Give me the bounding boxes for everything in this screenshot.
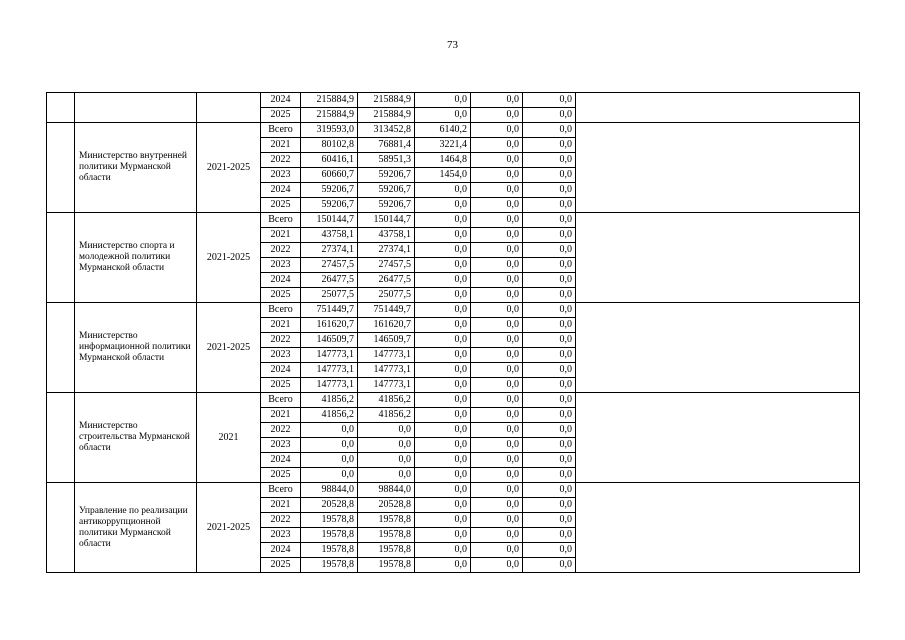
amount-cell: 0,0 [415, 243, 471, 258]
year-cell: 2023 [261, 438, 301, 453]
amount-cell: 0,0 [471, 468, 523, 483]
amount-cell: 19578,8 [358, 513, 415, 528]
amount-cell: 0,0 [415, 423, 471, 438]
amount-cell: 0,0 [415, 183, 471, 198]
organization-cell: Министерство строительства Мурманской области [75, 393, 197, 483]
amount-cell: 0,0 [471, 333, 523, 348]
amount-cell: 0,0 [471, 183, 523, 198]
amount-cell: 0,0 [523, 393, 576, 408]
amount-cell: 0,0 [523, 378, 576, 393]
index-cell [47, 393, 75, 483]
amount-cell: 41856,2 [358, 393, 415, 408]
amount-cell: 0,0 [471, 408, 523, 423]
total-cell: 215884,9 [301, 108, 358, 123]
amount-cell: 0,0 [415, 228, 471, 243]
amount-cell: 0,0 [415, 528, 471, 543]
amount-cell: 0,0 [471, 93, 523, 108]
total-cell: 0,0 [301, 438, 358, 453]
year-cell: 2022 [261, 243, 301, 258]
amount-cell: 0,0 [415, 453, 471, 468]
amount-cell: 0,0 [471, 378, 523, 393]
total-cell: 0,0 [301, 453, 358, 468]
amount-cell: 76881,4 [358, 138, 415, 153]
year-cell: 2023 [261, 528, 301, 543]
year-cell: 2023 [261, 258, 301, 273]
amount-cell: 215884,9 [358, 108, 415, 123]
index-cell [47, 303, 75, 393]
amount-cell: 0,0 [523, 558, 576, 573]
year-cell: 2024 [261, 93, 301, 108]
amount-cell: 0,0 [415, 318, 471, 333]
amount-cell: 0,0 [471, 108, 523, 123]
period-cell: 2021-2025 [197, 483, 261, 573]
total-cell: 319593,0 [301, 123, 358, 138]
amount-cell: 0,0 [471, 318, 523, 333]
amount-cell: 98844,0 [358, 483, 415, 498]
amount-cell: 0,0 [415, 378, 471, 393]
total-cell: 27374,1 [301, 243, 358, 258]
year-cell: 2021 [261, 138, 301, 153]
amount-cell: 0,0 [358, 438, 415, 453]
amount-cell: 0,0 [523, 168, 576, 183]
amount-cell: 0,0 [471, 363, 523, 378]
notes-cell [576, 483, 860, 573]
amount-cell: 0,0 [471, 153, 523, 168]
amount-cell: 0,0 [415, 93, 471, 108]
amount-cell: 313452,8 [358, 123, 415, 138]
year-cell: 2025 [261, 558, 301, 573]
amount-cell: 0,0 [415, 483, 471, 498]
table-row [47, 123, 860, 138]
year-cell: 2025 [261, 468, 301, 483]
amount-cell: 215884,9 [358, 93, 415, 108]
index-cell [47, 483, 75, 573]
index-cell [47, 123, 75, 213]
amount-cell: 0,0 [471, 483, 523, 498]
period-cell: 2021-2025 [197, 303, 261, 393]
year-cell: 2025 [261, 198, 301, 213]
amount-cell: 1464,8 [415, 153, 471, 168]
amount-cell: 19578,8 [358, 528, 415, 543]
amount-cell: 58951,3 [358, 153, 415, 168]
amount-cell: 0,0 [523, 213, 576, 228]
total-cell: 0,0 [301, 468, 358, 483]
amount-cell: 0,0 [471, 558, 523, 573]
year-cell: 2021 [261, 408, 301, 423]
year-cell: 2021 [261, 318, 301, 333]
total-cell: 19578,8 [301, 513, 358, 528]
amount-cell: 0,0 [471, 288, 523, 303]
year-cell: 2023 [261, 348, 301, 363]
organization-cell [75, 93, 197, 123]
year-cell: 2022 [261, 513, 301, 528]
amount-cell: 0,0 [523, 483, 576, 498]
amount-cell: 0,0 [471, 198, 523, 213]
total-cell: 215884,9 [301, 93, 358, 108]
year-cell: Всего [261, 303, 301, 318]
organization-cell: Министерство спорта и молодежной политики Мурманской области [75, 213, 197, 303]
amount-cell: 0,0 [523, 228, 576, 243]
total-cell: 43758,1 [301, 228, 358, 243]
amount-cell: 0,0 [523, 93, 576, 108]
amount-cell: 20528,8 [358, 498, 415, 513]
amount-cell: 0,0 [523, 138, 576, 153]
amount-cell: 0,0 [471, 438, 523, 453]
year-cell: 2025 [261, 378, 301, 393]
amount-cell: 147773,1 [358, 348, 415, 363]
amount-cell: 0,0 [471, 228, 523, 243]
amount-cell: 0,0 [471, 513, 523, 528]
total-cell: 59206,7 [301, 198, 358, 213]
year-cell: 2021 [261, 228, 301, 243]
amount-cell: 146509,7 [358, 333, 415, 348]
year-cell: Всего [261, 213, 301, 228]
total-cell: 41856,2 [301, 393, 358, 408]
total-cell: 25077,5 [301, 288, 358, 303]
amount-cell: 0,0 [523, 318, 576, 333]
amount-cell: 0,0 [471, 258, 523, 273]
year-cell: Всего [261, 483, 301, 498]
amount-cell: 0,0 [523, 438, 576, 453]
amount-cell: 0,0 [523, 153, 576, 168]
amount-cell: 0,0 [471, 528, 523, 543]
amount-cell: 0,0 [358, 423, 415, 438]
amount-cell: 0,0 [471, 243, 523, 258]
page-number: 73 [447, 39, 458, 51]
total-cell: 27457,5 [301, 258, 358, 273]
amount-cell: 25077,5 [358, 288, 415, 303]
total-cell: 80102,8 [301, 138, 358, 153]
amount-cell: 27374,1 [358, 243, 415, 258]
amount-cell: 150144,7 [358, 213, 415, 228]
period-cell [197, 93, 261, 123]
total-cell: 98844,0 [301, 483, 358, 498]
total-cell: 41856,2 [301, 408, 358, 423]
amount-cell: 0,0 [523, 123, 576, 138]
period-cell: 2021-2025 [197, 123, 261, 213]
year-cell: 2021 [261, 498, 301, 513]
total-cell: 59206,7 [301, 183, 358, 198]
amount-cell: 41856,2 [358, 408, 415, 423]
year-cell: 2024 [261, 543, 301, 558]
amount-cell: 0,0 [523, 273, 576, 288]
year-cell: 2023 [261, 168, 301, 183]
amount-cell: 0,0 [471, 423, 523, 438]
amount-cell: 0,0 [415, 513, 471, 528]
total-cell: 751449,7 [301, 303, 358, 318]
year-cell: 2024 [261, 183, 301, 198]
amount-cell: 0,0 [415, 498, 471, 513]
year-cell: 2025 [261, 288, 301, 303]
amount-cell: 0,0 [523, 543, 576, 558]
organization-cell: Управление по реализации антикоррупционной политики Мурманской области [75, 483, 197, 573]
amount-cell: 0,0 [471, 498, 523, 513]
amount-cell: 6140,2 [415, 123, 471, 138]
table-row [47, 213, 860, 228]
total-cell: 147773,1 [301, 378, 358, 393]
amount-cell: 0,0 [415, 348, 471, 363]
total-cell: 26477,5 [301, 273, 358, 288]
notes-cell [576, 393, 860, 483]
amount-cell: 27457,5 [358, 258, 415, 273]
amount-cell: 0,0 [471, 453, 523, 468]
total-cell: 60416,1 [301, 153, 358, 168]
amount-cell: 1454,0 [415, 168, 471, 183]
amount-cell: 0,0 [523, 528, 576, 543]
year-cell: 2024 [261, 273, 301, 288]
amount-cell: 0,0 [415, 558, 471, 573]
amount-cell: 147773,1 [358, 378, 415, 393]
total-cell: 150144,7 [301, 213, 358, 228]
table-row [47, 483, 860, 498]
amount-cell: 43758,1 [358, 228, 415, 243]
amount-cell: 0,0 [471, 273, 523, 288]
total-cell: 147773,1 [301, 348, 358, 363]
total-cell: 60660,7 [301, 168, 358, 183]
notes-cell [576, 213, 860, 303]
year-cell: 2022 [261, 423, 301, 438]
amount-cell: 59206,7 [358, 168, 415, 183]
amount-cell: 0,0 [415, 438, 471, 453]
amount-cell: 0,0 [523, 468, 576, 483]
amount-cell: 3221,4 [415, 138, 471, 153]
period-cell: 2021 [197, 393, 261, 483]
amount-cell: 0,0 [523, 303, 576, 318]
amount-cell: 0,0 [523, 183, 576, 198]
amount-cell: 0,0 [471, 123, 523, 138]
amount-cell: 0,0 [415, 273, 471, 288]
year-cell: 2022 [261, 153, 301, 168]
amount-cell: 0,0 [523, 108, 576, 123]
index-cell [47, 213, 75, 303]
amount-cell: 0,0 [471, 168, 523, 183]
amount-cell: 0,0 [523, 453, 576, 468]
amount-cell: 0,0 [415, 213, 471, 228]
amount-cell: 751449,7 [358, 303, 415, 318]
amount-cell: 19578,8 [358, 558, 415, 573]
amount-cell: 59206,7 [358, 183, 415, 198]
amount-cell: 0,0 [415, 108, 471, 123]
amount-cell: 0,0 [523, 198, 576, 213]
table-row [47, 393, 860, 408]
year-cell: 2025 [261, 108, 301, 123]
amount-cell: 0,0 [471, 543, 523, 558]
amount-cell: 0,0 [523, 348, 576, 363]
amount-cell: 0,0 [523, 498, 576, 513]
table-row [47, 303, 860, 318]
amount-cell: 0,0 [471, 303, 523, 318]
total-cell: 0,0 [301, 423, 358, 438]
total-cell: 146509,7 [301, 333, 358, 348]
budget-table [46, 92, 860, 573]
amount-cell: 147773,1 [358, 363, 415, 378]
amount-cell: 19578,8 [358, 543, 415, 558]
amount-cell: 161620,7 [358, 318, 415, 333]
total-cell: 20528,8 [301, 498, 358, 513]
amount-cell: 0,0 [358, 453, 415, 468]
amount-cell: 0,0 [523, 513, 576, 528]
year-cell: 2024 [261, 363, 301, 378]
amount-cell: 59206,7 [358, 198, 415, 213]
amount-cell: 0,0 [523, 288, 576, 303]
amount-cell: 0,0 [471, 213, 523, 228]
table-row [47, 93, 860, 108]
amount-cell: 0,0 [523, 408, 576, 423]
amount-cell: 26477,5 [358, 273, 415, 288]
organization-cell: Министерство информационной политики Мурманской области [75, 303, 197, 393]
year-cell: Всего [261, 393, 301, 408]
amount-cell: 0,0 [523, 423, 576, 438]
amount-cell: 0,0 [523, 363, 576, 378]
amount-cell: 0,0 [523, 243, 576, 258]
amount-cell: 0,0 [415, 363, 471, 378]
year-cell: Всего [261, 123, 301, 138]
amount-cell: 0,0 [415, 198, 471, 213]
period-cell: 2021-2025 [197, 213, 261, 303]
total-cell: 161620,7 [301, 318, 358, 333]
organization-cell: Министерство внутренней политики Мурманской области [75, 123, 197, 213]
amount-cell: 0,0 [415, 408, 471, 423]
year-cell: 2024 [261, 453, 301, 468]
notes-cell [576, 123, 860, 213]
amount-cell: 0,0 [415, 468, 471, 483]
amount-cell: 0,0 [415, 303, 471, 318]
amount-cell: 0,0 [523, 258, 576, 273]
notes-cell [576, 303, 860, 393]
amount-cell: 0,0 [415, 258, 471, 273]
table-body [47, 93, 860, 573]
notes-cell [576, 93, 860, 123]
amount-cell: 0,0 [415, 393, 471, 408]
amount-cell: 0,0 [415, 288, 471, 303]
amount-cell: 0,0 [358, 468, 415, 483]
year-cell: 2022 [261, 333, 301, 348]
total-cell: 19578,8 [301, 543, 358, 558]
amount-cell: 0,0 [415, 543, 471, 558]
amount-cell: 0,0 [523, 333, 576, 348]
amount-cell: 0,0 [415, 333, 471, 348]
total-cell: 19578,8 [301, 558, 358, 573]
amount-cell: 0,0 [471, 348, 523, 363]
amount-cell: 0,0 [471, 138, 523, 153]
amount-cell: 0,0 [471, 393, 523, 408]
total-cell: 19578,8 [301, 528, 358, 543]
total-cell: 147773,1 [301, 363, 358, 378]
index-cell [47, 93, 75, 123]
